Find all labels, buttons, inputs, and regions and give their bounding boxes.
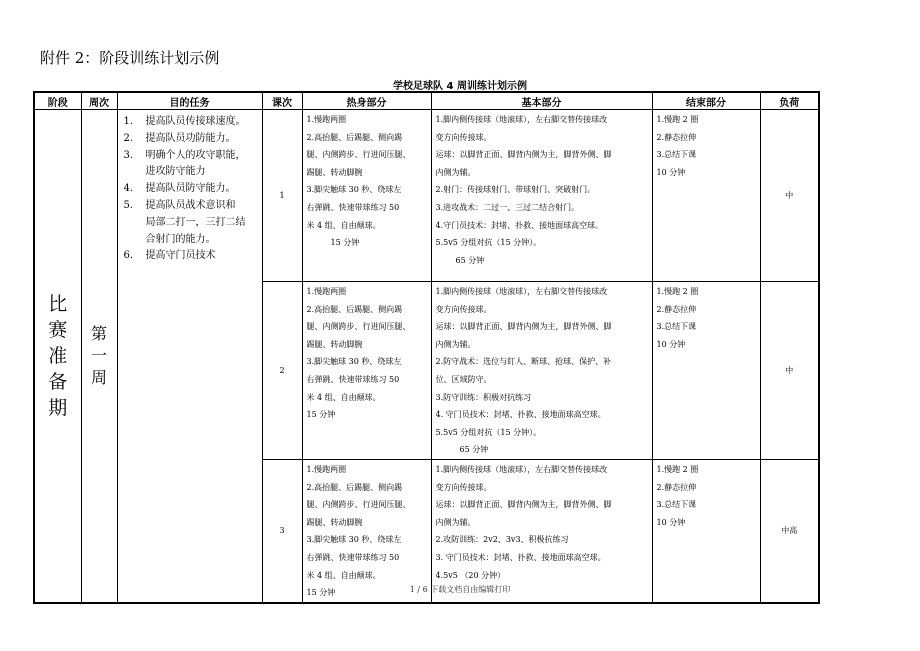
stage-char: 赛 <box>48 318 68 341</box>
header-lesson: 课次 <box>262 92 302 110</box>
page-heading: 附件 2：阶段训练计划示例 <box>40 49 220 67</box>
stage-char: 期 <box>48 396 68 419</box>
goal-item: 2. 提高队员功防能力。 <box>123 132 236 144</box>
header-end: 结束部分 <box>652 92 760 110</box>
lesson-number: 1 <box>262 110 302 282</box>
week-char: 第 <box>90 323 107 343</box>
basic-cell: 1.脚内侧传接球（地滚球），左右脚交替传接球改 变方向传接球。 运球：以脚背正面、脚背内侧为主，脚背外侧、脚 内侧为辅。 2.射门：传接球射门、带球射门、突破射门。 3.进攻战术：二过一、三过二结合射门。 4.守门员技术：封堵、扑救、接地面球高空球。 5.5v5 分组对抗（15 分钟）。 65 分钟 <box>431 110 652 282</box>
page-footer: 1 / 6 下载文档自由编辑打印 <box>409 585 511 594</box>
header-load: 负荷 <box>760 92 819 110</box>
week-char: 周 <box>90 367 107 387</box>
goal-item: 6. 提高守门员技术 <box>123 250 216 262</box>
goal-item: 3. 明确个人的攻守职能， 进攻防守能力 <box>123 149 246 178</box>
header-basic: 基本部分 <box>431 92 652 110</box>
goals-cell <box>117 110 262 603</box>
lesson-number: 2 <box>262 282 302 460</box>
end-cell: 1.慢跑 2 圈 2.静态拉伸 3.总结下课 10 分钟 <box>652 282 760 460</box>
load-cell: 中高 <box>760 459 819 602</box>
end-cell: 1.慢跑 2 圈 2.静态拉伸 3.总结下课 10 分钟 <box>652 459 760 602</box>
lesson-number: 3 <box>262 459 302 602</box>
table-caption: 学校足球队 4 周训练计划示例 <box>393 81 527 92</box>
stage-char: 比 <box>48 292 68 315</box>
goal-item: 5. 提高队员战术意识和 局部二打一，三打二结 合射门的能力。 <box>123 199 246 245</box>
header-goals: 目的任务 <box>117 92 262 110</box>
week-cell <box>81 110 117 603</box>
goal-item: 4. 提高队员防守能力。 <box>123 183 236 195</box>
basic-cell: 1.脚内侧传接球（地滚球），左右脚交替传接球改 变方向传接球。 运球：以脚背正面、脚背内侧为主，脚背外侧、脚 内侧为辅。 2.攻防训练：2v2、3v3、积极抗练习 3. 守门员技术：封堵、扑救、接地面球高空球。 4.5v5 （20 分钟） <box>431 459 652 602</box>
header-row <box>34 92 819 110</box>
stage-char: 准 <box>48 344 68 367</box>
training-plan-table <box>33 91 820 604</box>
warmup-cell: 1.慢跑两圈 2.高抬腿、后踢腿、侧向踢 腿、内侧跨步、行进间压腿、 踢腿、转动脚腕 3.脚尖触球 30 秒、绕球左 右弹跳、快速带球练习 50 米 4 组、自由颠球。 15 分钟 <box>302 110 431 282</box>
header-warmup: 热身部分 <box>302 92 431 110</box>
stage-cell <box>34 110 81 603</box>
load-cell: 中 <box>760 282 819 460</box>
warmup-cell: 1.慢跑两圈 2.高抬腿、后踢腿、侧向踢 腿、内侧跨步、行进间压腿、 踢腿、转动脚腕 3.脚尖触球 30 秒、绕球左 右弹跳、快速带球练习 50 米 4 组、自由颠球。 15 分钟 <box>302 282 431 460</box>
warmup-cell: 1.慢跑两圈 2.高抬腿、后踢腿、侧向踢 腿、内侧跨步、行进间压腿、 踢腿、转动脚腕 3.脚尖触球 30 秒、绕球左 右弹跳、快速带球练习 50 米 4 组、自由颠球。 15 分钟 <box>302 459 431 602</box>
load-cell: 中 <box>760 110 819 282</box>
table-row <box>34 110 819 282</box>
week-char: 一 <box>90 345 107 365</box>
header-stage: 阶段 <box>34 92 81 110</box>
header-week: 周次 <box>81 92 117 110</box>
goal-item: 1. 提高队员传接球速度。 <box>123 116 246 127</box>
basic-cell: 1.脚内侧传接球（地滚球），左右脚交替传接球改 变方向传接球。 运球：以脚背正面、脚背内侧为主，脚背外侧、脚 内侧为辅。 2.防守战术：选位与盯人、断球、抢球、保护、补 位、区域防守。 3.防守训练：积极对抗练习 4. 守门员技术：封堵、扑救、接地面球高空球。 5.5v5 分组对抗（15 分钟）。 65 分钟 <box>431 282 652 460</box>
end-cell: 1.慢跑 2 圈 2.静态拉伸 3.总结下课 10 分钟 <box>652 110 760 282</box>
stage-char: 备 <box>48 370 68 393</box>
goals-list <box>124 114 258 265</box>
